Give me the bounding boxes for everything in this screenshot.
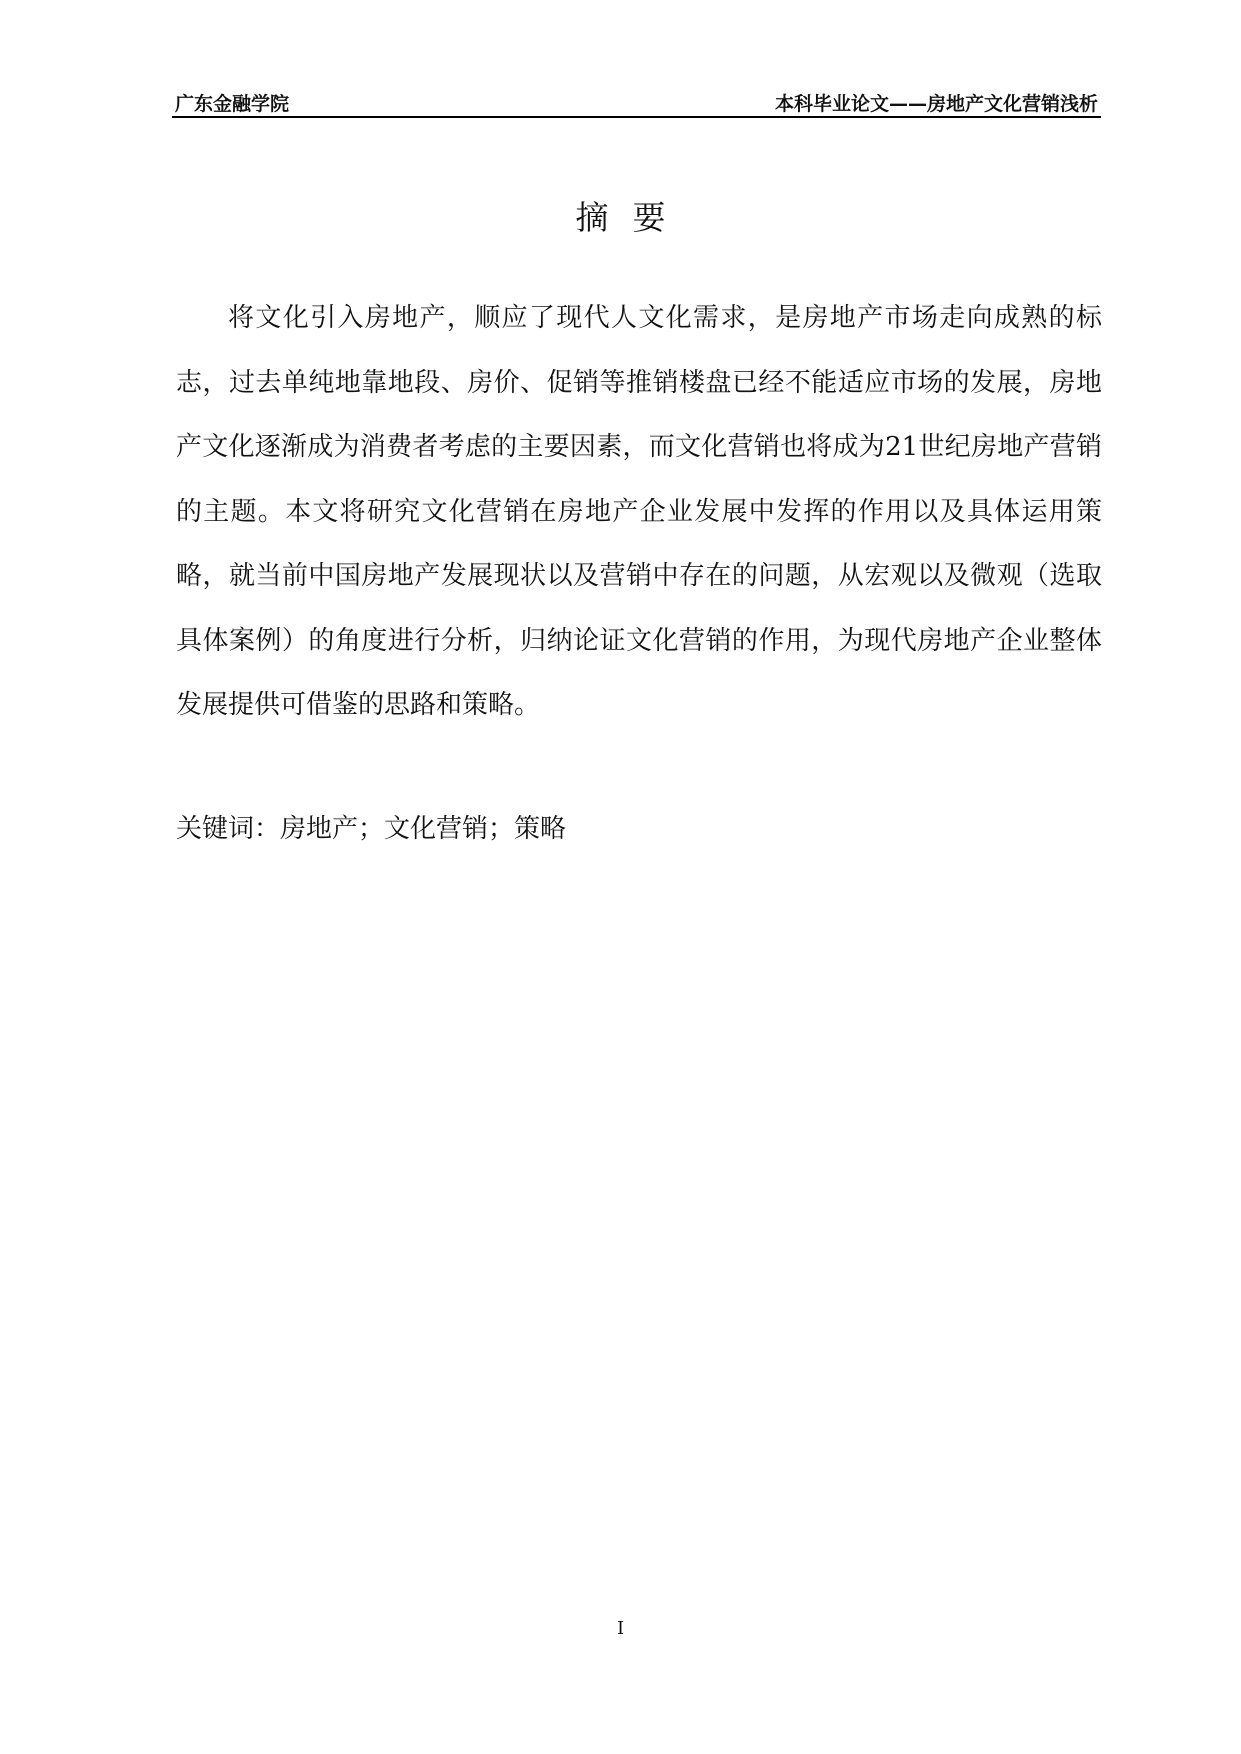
header-institution: 广东金融学院 xyxy=(175,93,290,115)
abstract-heading: 摘要 xyxy=(575,198,690,237)
page-number: I xyxy=(616,1618,625,1639)
abstract-paragraph: 将文化引入房地产，顺应了现代人文化需求，是房地产市场走向成熟的标志，过去单纯地靠地段、房价、促销等推销楼盘已经不能适应市场的发展，房地产文化逐渐成为消费者考虑的主要因素，而文化营销也将成为21世纪房地产营销的主题。本文将研究文化营销在房地产企业发展中发挥的作用以及具体运用策略，就当前中国房地产发展现状以及营销中存在的问题，从宏观以及微观（选取具体案例）的角度进行分析，归纳论证文化营销的作用，为现代房地产企业整体发展提供可借鉴的思路和策略。 xyxy=(176,303,1102,720)
keywords-line: 关键词：房地产；文化营销；策略 xyxy=(176,814,567,844)
running-header xyxy=(172,86,1101,118)
header-thesis-title: 本科毕业论文——房地产文化营销浅析 xyxy=(774,93,1098,115)
